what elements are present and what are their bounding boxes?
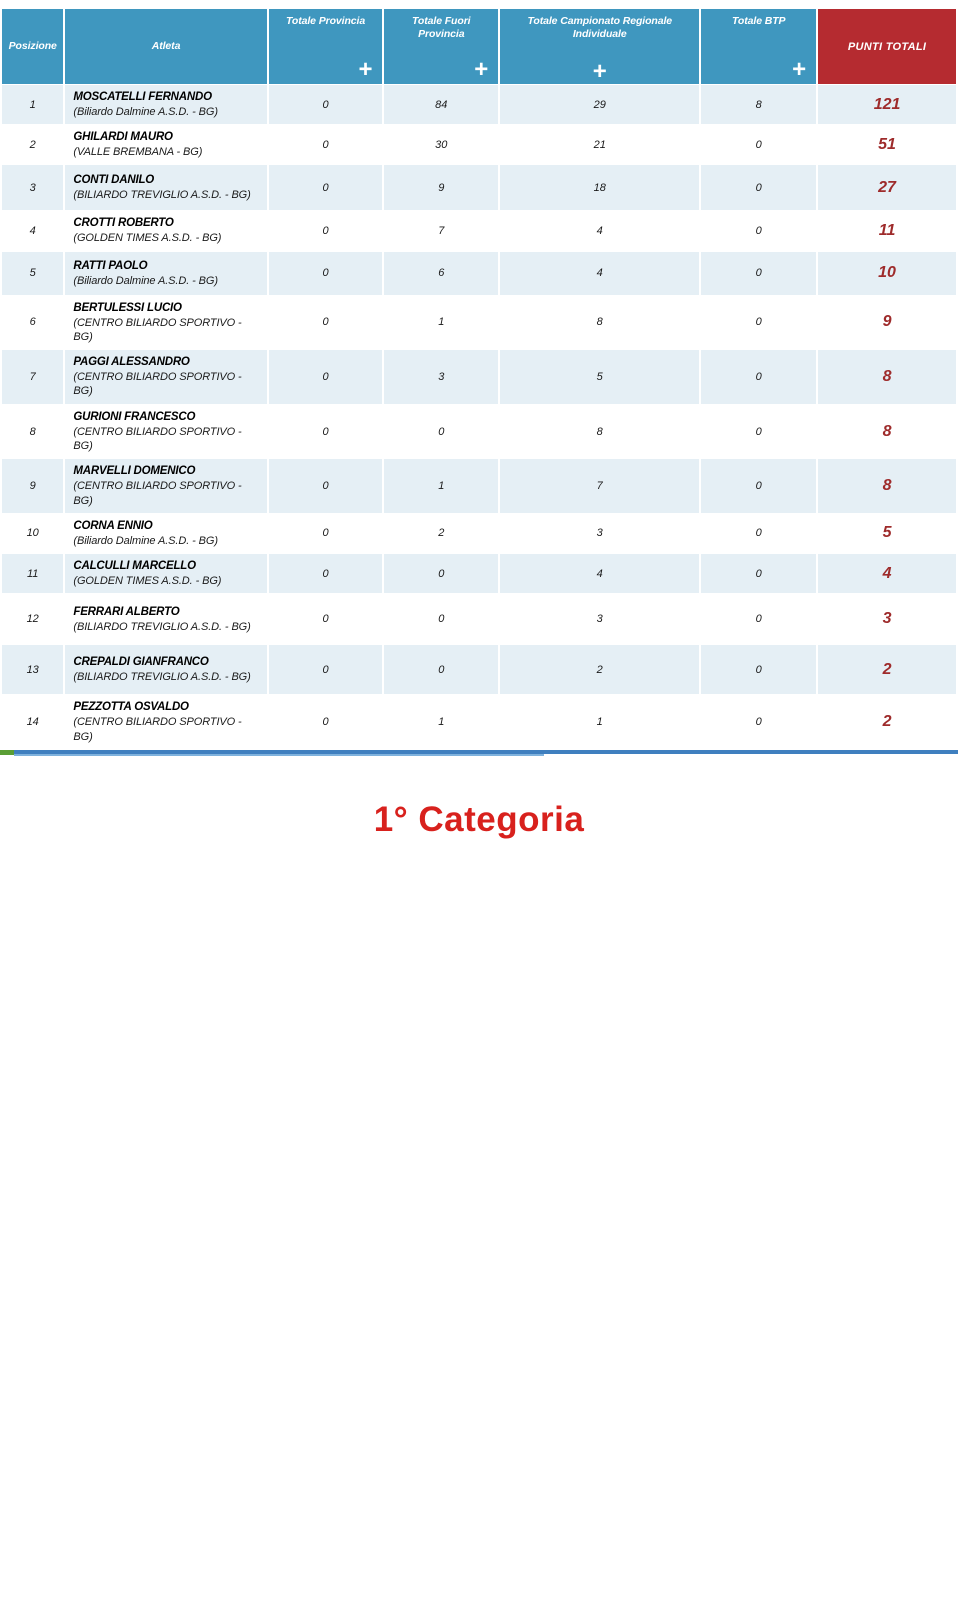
cell-atleta — [65, 514, 266, 553]
athlete-name: CONTI DANILO — [73, 174, 155, 187]
cell-totale-campionato: 1 — [500, 695, 699, 749]
table-row — [2, 594, 956, 644]
cell-totale-provincia: 0 — [269, 459, 383, 513]
cell-totale-btp: 0 — [701, 252, 816, 295]
cell-posizione: 8 — [2, 405, 63, 459]
cell-totale-campionato: 3 — [500, 514, 699, 553]
cell-totale-provincia: 0 — [269, 645, 383, 694]
athlete-name: CORNA ENNIO — [73, 519, 153, 532]
athlete-name: PEZZOTTA OSVALDO — [73, 701, 189, 714]
cell-totale-campionato: 4 — [500, 211, 699, 250]
cell-totale-campionato: 21 — [500, 125, 699, 164]
cell-punti-totali: 27 — [818, 165, 956, 210]
cell-totale-fuori-provincia: 0 — [384, 405, 498, 459]
table-row — [2, 459, 956, 513]
table-header — [2, 9, 956, 84]
athlete-club: (BILIARDO TREVIGLIO A.S.D. - BG) — [73, 671, 251, 684]
cell-totale-campionato: 7 — [500, 459, 699, 513]
cell-totale-btp: 0 — [701, 554, 816, 593]
cell-totale-campionato: 4 — [500, 252, 699, 295]
column-header-totale-provincia-label: Totale Provincia — [285, 15, 366, 27]
cell-totale-provincia: 0 — [269, 125, 383, 164]
athlete-club: (CENTRO BILIARDO SPORTIVO - BG) — [73, 425, 242, 452]
cell-atleta — [65, 695, 266, 749]
cell-totale-btp: 0 — [701, 165, 816, 210]
column-header-punti-totali — [818, 9, 956, 84]
cell-totale-campionato: 3 — [500, 594, 699, 644]
cell-punti-totali: 8 — [818, 405, 956, 459]
cell-posizione: 11 — [2, 554, 63, 593]
plus-icon-totale-btp: + — [792, 56, 807, 83]
athlete-name: GURIONI FRANCESCO — [73, 410, 196, 423]
cell-posizione: 3 — [2, 165, 63, 210]
cell-totale-btp: 0 — [701, 594, 816, 644]
divider-accent-blue-light — [14, 754, 544, 756]
cell-posizione: 5 — [2, 252, 63, 295]
cell-totale-btp: 0 — [701, 296, 816, 350]
cell-punti-totali: 10 — [818, 252, 956, 295]
cell-punti-totali: 121 — [818, 85, 956, 124]
cell-totale-provincia: 0 — [269, 165, 383, 210]
cell-punti-totali: 8 — [818, 350, 956, 404]
athlete-name: RATTI PAOLO — [73, 259, 148, 272]
table-row — [2, 514, 956, 553]
cell-totale-fuori-provincia: 9 — [384, 165, 498, 210]
cell-totale-fuori-provincia: 2 — [384, 514, 498, 553]
athlete-name: MARVELLI DOMENICO — [73, 465, 196, 478]
cell-punti-totali: 3 — [818, 594, 956, 644]
divider-line — [0, 750, 958, 755]
cell-totale-provincia: 0 — [269, 514, 383, 553]
column-header-atleta — [65, 9, 266, 84]
cell-punti-totali: 9 — [818, 296, 956, 350]
cell-posizione: 4 — [2, 211, 63, 250]
plus-icon-totale-provincia: + — [358, 56, 373, 83]
cell-totale-campionato: 2 — [500, 645, 699, 694]
cell-totale-provincia: 0 — [269, 296, 383, 350]
cell-totale-fuori-provincia: 6 — [384, 252, 498, 295]
cell-atleta — [65, 459, 266, 513]
cell-totale-btp: 0 — [701, 125, 816, 164]
cell-atleta — [65, 125, 266, 164]
cell-atleta — [65, 645, 266, 694]
table-row — [2, 85, 956, 124]
athlete-club: (BILIARDO TREVIGLIO A.S.D. - BG) — [73, 189, 251, 202]
cell-totale-btp: 0 — [701, 514, 816, 553]
table-body — [2, 85, 956, 749]
cell-totale-btp: 0 — [701, 459, 816, 513]
cell-punti-totali: 4 — [818, 554, 956, 593]
cell-atleta — [65, 554, 266, 593]
cell-atleta — [65, 296, 266, 350]
cell-atleta — [65, 594, 266, 644]
athlete-club: (CENTRO BILIARDO SPORTIVO - BG) — [73, 371, 242, 398]
cell-totale-fuori-provincia: 1 — [384, 459, 498, 513]
column-header-punti-totali-label: PUNTI TOTALI — [847, 40, 927, 53]
cell-totale-btp: 0 — [701, 645, 816, 694]
cell-totale-campionato: 4 — [500, 554, 699, 593]
column-header-totale-btp-label: Totale BTP — [732, 15, 786, 27]
column-header-totale-provincia — [269, 9, 383, 84]
cell-punti-totali: 2 — [818, 645, 956, 694]
cell-totale-provincia: 0 — [269, 405, 383, 459]
athlete-name: MOSCATELLI FERNANDO — [73, 91, 212, 103]
cell-totale-campionato: 29 — [500, 85, 699, 124]
table-row — [2, 554, 956, 593]
cell-atleta — [65, 405, 266, 459]
cell-totale-campionato: 18 — [500, 165, 699, 210]
cell-totale-fuori-provincia: 0 — [384, 554, 498, 593]
athlete-name: FERRARI ALBERTO — [73, 605, 180, 618]
athlete-name: CROTTI ROBERTO — [73, 217, 174, 230]
athlete-club: (Biliardo Dalmine A.S.D. - BG) — [73, 274, 218, 287]
cell-totale-fuori-provincia: 84 — [384, 85, 498, 124]
athlete-club: (CENTRO BILIARDO SPORTIVO - BG) — [73, 316, 242, 343]
table-row — [2, 296, 956, 350]
athlete-club: (GOLDEN TIMES A.S.D. - BG) — [73, 232, 222, 245]
header-row — [2, 9, 956, 84]
table-row — [2, 645, 956, 694]
cell-posizione: 7 — [2, 350, 63, 404]
athlete-club: (Biliardo Dalmine A.S.D. - BG) — [73, 105, 218, 118]
plus-icon-totale-campionato-regionale: + — [592, 58, 607, 85]
athlete-club: (CENTRO BILIARDO SPORTIVO - BG) — [73, 480, 242, 507]
athlete-club: (BILIARDO TREVIGLIO A.S.D. - BG) — [73, 620, 251, 633]
category-title: 1° Categoria — [373, 800, 585, 839]
cell-totale-provincia: 0 — [269, 211, 383, 250]
footer-watermark — [650, 1590, 740, 1612]
cell-totale-fuori-provincia: 7 — [384, 211, 498, 250]
table-row — [2, 695, 956, 749]
footer-section — [0, 745, 958, 960]
cell-atleta — [65, 211, 266, 250]
cell-totale-provincia: 0 — [269, 594, 383, 644]
cell-totale-fuori-provincia: 3 — [384, 350, 498, 404]
column-header-totale-campionato-regionale-label: Totale Campionato Regionale Individuale — [527, 15, 672, 41]
cell-atleta — [65, 85, 266, 124]
ranking-table — [0, 8, 958, 750]
table-row — [2, 211, 956, 250]
cell-posizione: 14 — [2, 695, 63, 749]
cell-totale-provincia: 0 — [269, 350, 383, 404]
column-header-totale-btp — [701, 9, 816, 84]
table-row — [2, 405, 956, 459]
column-header-atleta-label: Atleta — [151, 39, 181, 52]
cell-totale-provincia: 0 — [269, 252, 383, 295]
table-row — [2, 125, 956, 164]
cell-totale-provincia: 0 — [269, 85, 383, 124]
cell-posizione: 2 — [2, 125, 63, 164]
divider-accent-green — [0, 750, 14, 755]
cell-totale-fuori-provincia: 0 — [384, 645, 498, 694]
cell-totale-provincia: 0 — [269, 554, 383, 593]
cell-posizione: 6 — [2, 296, 63, 350]
cell-totale-btp: 0 — [701, 211, 816, 250]
athlete-club: (CENTRO BILIARDO SPORTIVO - BG) — [73, 716, 242, 743]
athlete-name: PAGGI ALESSANDRO — [73, 356, 190, 369]
cell-atleta — [65, 350, 266, 404]
cell-posizione: 9 — [2, 459, 63, 513]
cell-atleta — [65, 252, 266, 295]
cell-totale-fuori-provincia: 1 — [384, 296, 498, 350]
cell-totale-provincia: 0 — [269, 695, 383, 749]
column-header-totale-fuori-provincia — [384, 9, 498, 84]
cell-totale-campionato: 8 — [500, 405, 699, 459]
cell-atleta — [65, 165, 266, 210]
athlete-club: (VALLE BREMBANA - BG) — [73, 146, 203, 159]
cell-punti-totali: 51 — [818, 125, 956, 164]
table-row — [2, 252, 956, 295]
cell-punti-totali: 5 — [818, 514, 956, 553]
column-header-posizione — [2, 9, 63, 84]
cell-punti-totali: 2 — [818, 695, 956, 749]
table-row — [2, 350, 956, 404]
athlete-name: GHILARDI MAURO — [73, 131, 173, 144]
athlete-club: (GOLDEN TIMES A.S.D. - BG) — [73, 575, 222, 587]
cell-totale-fuori-provincia: 1 — [384, 695, 498, 749]
cell-totale-fuori-provincia: 0 — [384, 594, 498, 644]
athlete-name: CALCULLI MARCELLO — [73, 560, 196, 573]
cell-posizione: 13 — [2, 645, 63, 694]
ranking-table-container — [0, 8, 958, 750]
cell-totale-fuori-provincia: 30 — [384, 125, 498, 164]
cell-posizione: 10 — [2, 514, 63, 553]
cell-posizione: 12 — [2, 594, 63, 644]
cell-totale-btp: 8 — [701, 85, 816, 124]
athlete-club: (Biliardo Dalmine A.S.D. - BG) — [73, 534, 218, 547]
table-row — [2, 165, 956, 210]
column-header-posizione-label: Posizione — [8, 39, 57, 52]
column-header-totale-campionato-regionale — [500, 9, 699, 84]
column-header-totale-fuori-provincia-label: Totale Fuori Provincia — [412, 15, 471, 41]
cell-punti-totali: 11 — [818, 211, 956, 250]
athlete-name: BERTULESSI LUCIO — [73, 301, 182, 314]
cell-totale-btp: 0 — [701, 695, 816, 749]
athlete-name: CREPALDI GIANFRANCO — [73, 656, 209, 669]
cell-totale-campionato: 8 — [500, 296, 699, 350]
cell-totale-btp: 0 — [701, 350, 816, 404]
cell-punti-totali: 8 — [818, 459, 956, 513]
plus-icon-totale-fuori-provincia: + — [474, 56, 489, 83]
cell-posizione: 1 — [2, 85, 63, 124]
cell-totale-campionato: 5 — [500, 350, 699, 404]
cell-totale-btp: 0 — [701, 405, 816, 459]
